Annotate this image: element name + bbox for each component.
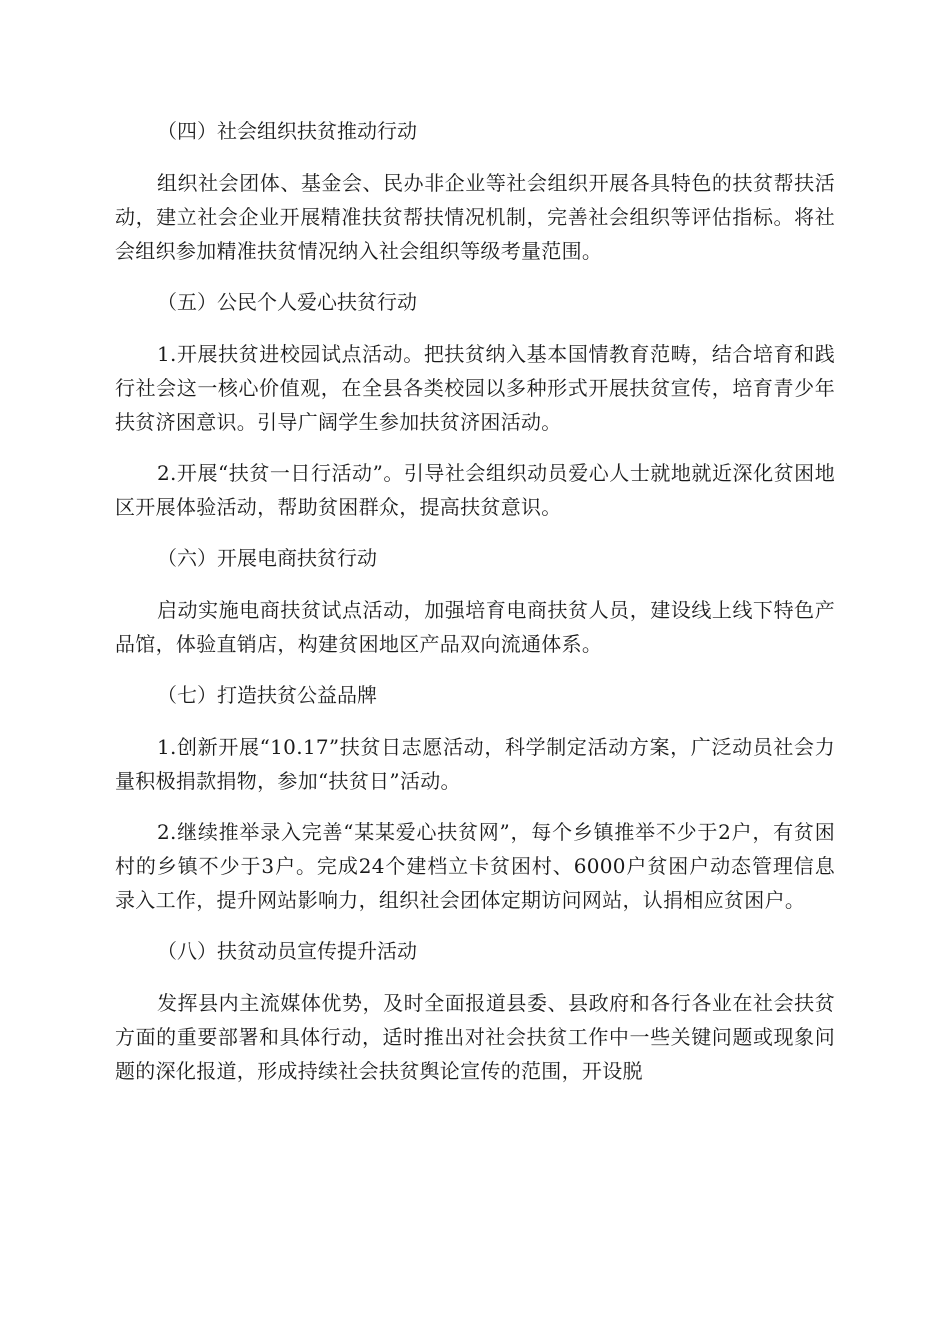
section-heading-7: （七）打造扶贫公益品牌 xyxy=(157,683,377,707)
section-heading-5: （五）公民个人爱心扶贫行动 xyxy=(157,290,417,314)
section-5-paragraph-1: 1.开展扶贫进校园试点活动。把扶贫纳入基本国情教育范畴，结合培育和践行社会这一核心价值观，在全县各类校园以多种形式开展扶贫宣传，培育青少年扶贫济困意识。引导广阔学生参加扶贫济困活动。 xyxy=(115,342,835,434)
section-7-paragraph-2: 2.继续推举录入完善“某某爱心扶贫网”，每个乡镇推举不少于2户，有贫困村的乡镇不少于3户。完成24个建档立卡贫困村、6000户贫困户动态管理信息录入工作，提升网站影响力，组织社会团体定期访问网站，认捐相应贫困户。 xyxy=(115,820,835,912)
section-5-paragraph-2: 2.开展“扶贫一日行活动”。引导社会组织动员爱心人士就地就近深化贫困地区开展体验活动，帮助贫困群众，提高扶贫意识。 xyxy=(115,461,835,519)
document-body xyxy=(115,114,835,1088)
section-heading-8: （八）扶贫动员宣传提升活动 xyxy=(157,939,417,963)
section-4-paragraph-1: 组织社会团体、基金会、民办非企业等社会组织开展各具特色的扶贫帮扶活动，建立社会企业开展精准扶贫帮扶情况机制，完善社会组织等评估指标。将社会组织参加精准扶贫情况纳入社会组织等级考量范围。 xyxy=(115,171,835,263)
section-8-paragraph-1: 发挥县内主流媒体优势，及时全面报道县委、县政府和各行各业在社会扶贫方面的重要部署和具体行动，适时推出对社会扶贫工作中一些关键问题或现象问题的深化报道，形成持续社会扶贫舆论宣传的范围，开设脱 xyxy=(115,991,835,1083)
section-heading-6: （六）开展电商扶贫行动 xyxy=(157,546,377,570)
section-heading-4: （四）社会组织扶贫推动行动 xyxy=(157,119,417,143)
section-6-paragraph-1: 启动实施电商扶贫试点活动，加强培育电商扶贫人员，建设线上线下特色产品馆，体验直销店，构建贫困地区产品双向流通体系。 xyxy=(115,598,835,656)
section-7-paragraph-1: 1.创新开展“10.17”扶贫日志愿活动，科学制定活动方案，广泛动员社会力量积极捐款捐物，参加“扶贫日”活动。 xyxy=(115,735,835,793)
